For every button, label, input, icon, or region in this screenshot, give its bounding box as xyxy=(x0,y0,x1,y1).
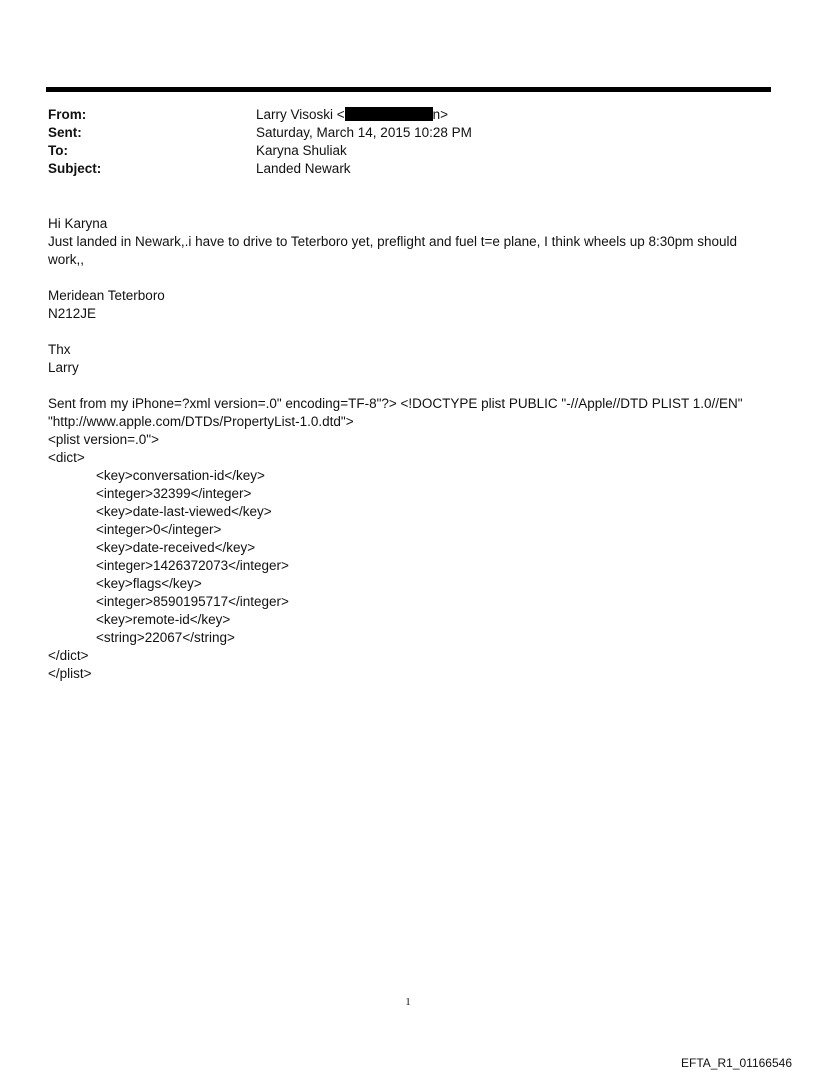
sent-from-line-2: "http://www.apple.com/DTDs/PropertyList-1.0.dtd"> xyxy=(48,414,354,429)
to-value: Karyna Shuliak xyxy=(256,143,347,158)
spacer xyxy=(48,269,758,287)
dict-open: <dict> xyxy=(48,450,85,465)
from-tail: n> xyxy=(432,107,449,122)
dict-line: <integer>1426372073</integer> xyxy=(96,558,289,573)
message-text: Just landed in Newark,.i have to drive to Teterboro yet, preflight and fuel t=e plane, I think wheels up 8:30pm should work,, xyxy=(48,234,738,267)
redaction-box xyxy=(345,107,433,121)
dict-line: <string>22067</string> xyxy=(96,630,235,645)
plist-open: <plist version=.0"> xyxy=(48,432,159,447)
dict-line: <key>date-received</key> xyxy=(96,540,256,555)
plist-close: </plist> xyxy=(48,666,92,681)
email-header xyxy=(48,106,748,178)
to-row xyxy=(48,142,748,160)
dict-close: </dict> xyxy=(48,648,89,663)
sent-value: Saturday, March 14, 2015 10:28 PM xyxy=(256,125,472,140)
sent-label: Sent: xyxy=(48,125,82,140)
location-line-1: Meridean Teterboro xyxy=(48,288,165,303)
dict-line: <integer>32399</integer> xyxy=(96,486,252,501)
from-value xyxy=(256,106,448,124)
from-name: Larry Visoski < xyxy=(256,107,345,122)
sent-from-line-1: Sent from my iPhone=?xml version=.0" encoding=TF-8"?> <!DOCTYPE plist PUBLIC "-//Apple//DTD PLIST 1.0//EN" xyxy=(48,396,743,411)
from-row xyxy=(48,106,748,124)
dict-line: <integer>8590195717</integer> xyxy=(96,594,289,609)
subject-label: Subject: xyxy=(48,161,102,176)
subject-value: Landed Newark xyxy=(256,161,351,176)
spacer xyxy=(48,377,758,395)
from-label: From: xyxy=(48,107,87,122)
spacer xyxy=(48,323,758,341)
dict-line: <key>conversation-id</key> xyxy=(96,468,265,483)
dict-line: <key>remote-id</key> xyxy=(96,612,231,627)
dict-line: <key>flags</key> xyxy=(96,576,202,591)
dict-line: <key>date-last-viewed</key> xyxy=(96,504,272,519)
to-label: To: xyxy=(48,143,68,158)
subject-row xyxy=(48,160,748,178)
thanks-line: Thx xyxy=(48,342,71,357)
dict-line: <integer>0</integer> xyxy=(96,522,222,537)
email-body xyxy=(48,215,758,683)
sent-row xyxy=(48,124,748,142)
header-rule xyxy=(46,87,771,92)
bates-number: EFTA_R1_01166546 xyxy=(681,1056,792,1070)
page-number: 1 xyxy=(405,996,411,1008)
signature: Larry xyxy=(48,360,79,375)
location-line-2: N212JE xyxy=(48,306,97,321)
greeting: Hi Karyna xyxy=(48,216,108,231)
